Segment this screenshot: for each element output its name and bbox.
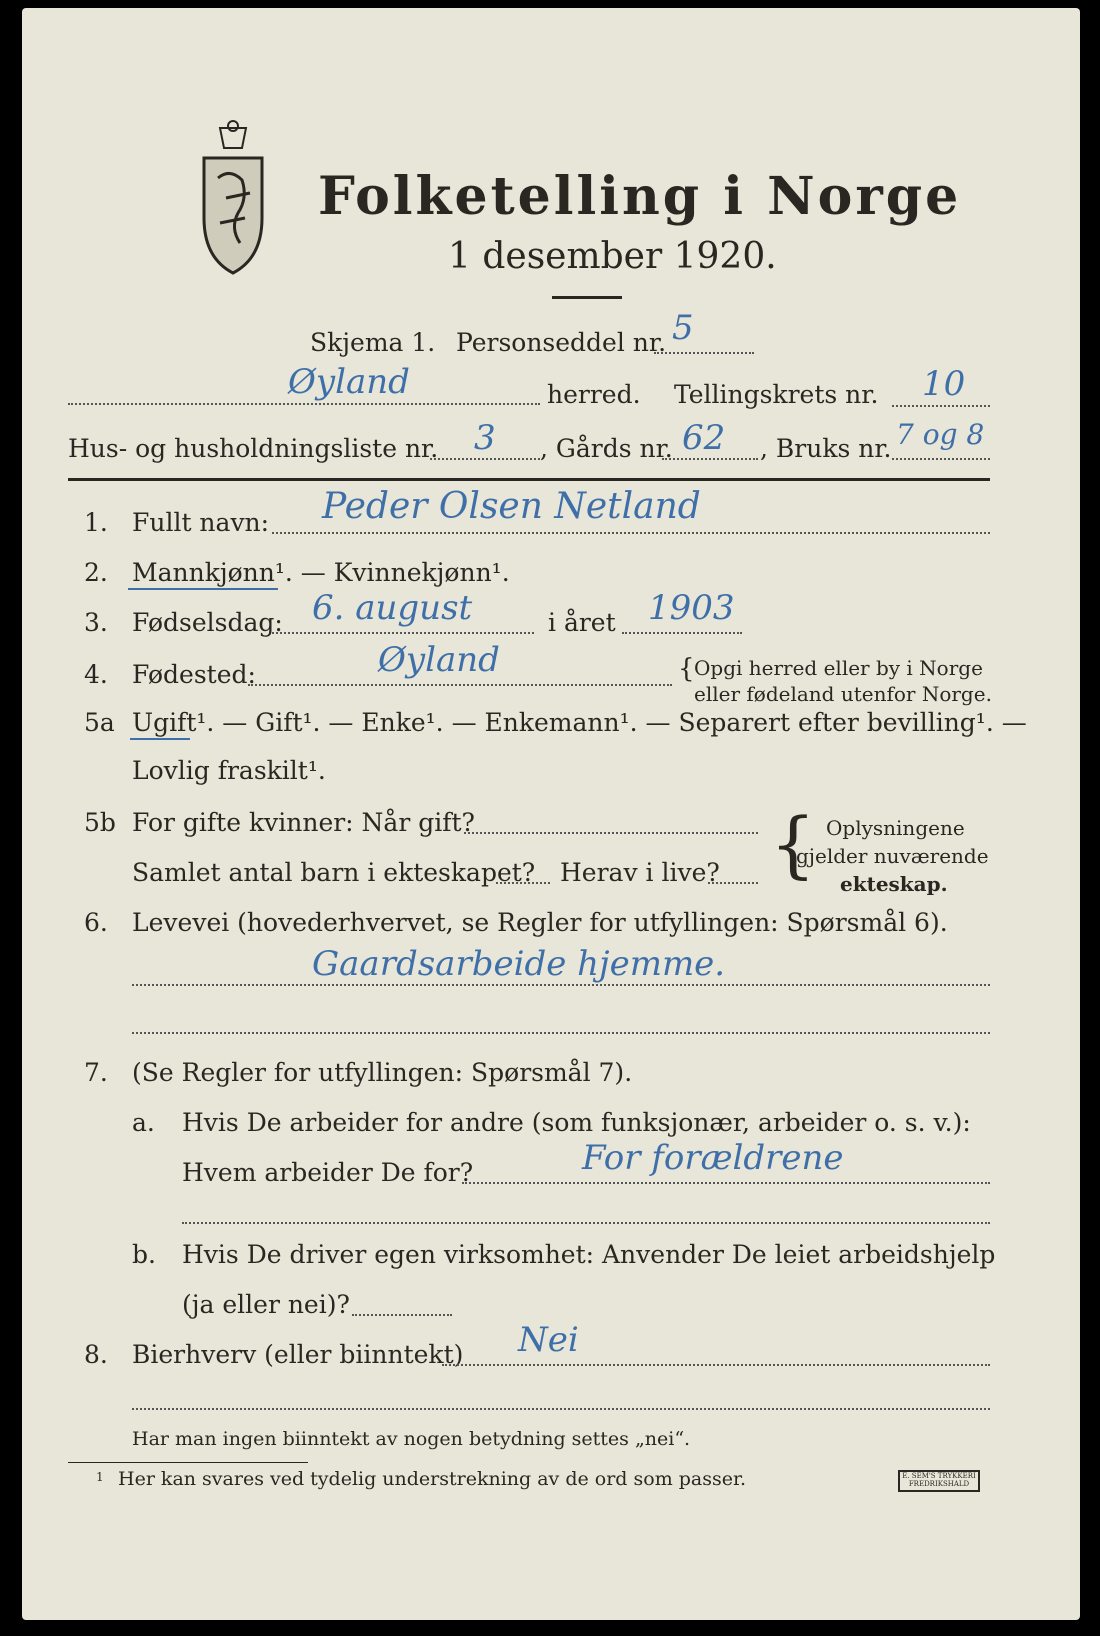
q4-note-2: eller fødeland utenfor Norge. xyxy=(694,682,992,706)
q7b-label-2: (ja eller nei)? xyxy=(182,1290,350,1319)
q4-field xyxy=(248,684,672,686)
q5b-note-3: ekteskap. xyxy=(840,872,948,896)
q5b-label-2: Samlet antal barn i ekteskapet? xyxy=(132,858,536,887)
coat-of-arms-icon xyxy=(190,118,276,278)
q4-brace: { xyxy=(678,654,695,684)
q5b-alive-field xyxy=(708,882,758,884)
footnote-rule xyxy=(68,1462,308,1463)
q8-label: Bierhverv (eller biinntekt) xyxy=(132,1340,464,1369)
header-rule xyxy=(68,478,990,481)
q6-field-1 xyxy=(132,984,990,986)
q5b-label: For gifte kvinner: Når gift? xyxy=(132,808,475,837)
q8-field-2 xyxy=(132,1408,990,1410)
form-date: 1 desember 1920. xyxy=(448,236,777,277)
form-title: Folketelling i Norge xyxy=(318,166,962,227)
q5a-underline xyxy=(130,738,190,740)
q2-underline xyxy=(128,588,278,590)
q1-value: Peder Olsen Netland xyxy=(322,486,701,527)
q7a-field-2 xyxy=(182,1222,990,1224)
q5b-note-1: Oplysningene xyxy=(826,816,965,840)
q8-number: 8. xyxy=(84,1340,108,1369)
footnote-mark: 1 xyxy=(96,1470,104,1484)
q7a-letter: a. xyxy=(132,1108,155,1137)
q3-year-field xyxy=(622,632,742,634)
bruks-field xyxy=(892,458,990,460)
q4-value: Øyland xyxy=(378,640,500,680)
herred-field xyxy=(68,403,540,405)
q2-label: Mannkjønn¹. — Kvinnekjønn¹. xyxy=(132,558,510,587)
hus-field xyxy=(430,458,540,460)
q5b-children-field xyxy=(496,882,550,884)
footer-note: Har man ingen biinntekt av nogen betydning settes „nei“. xyxy=(132,1428,691,1450)
q6-label: Levevei (hovederhvervet, se Regler for utfyllingen: Spørsmål 6). xyxy=(132,908,948,937)
q7a-field xyxy=(462,1182,990,1184)
personseddel-label: Personseddel nr. xyxy=(456,328,667,357)
tellingskrets-value: 10 xyxy=(922,364,966,404)
q8-field xyxy=(442,1364,990,1366)
q5b-married-field xyxy=(464,832,758,834)
personseddel-value: 5 xyxy=(672,308,694,348)
skjema-label: Skjema 1. xyxy=(310,328,436,357)
q4-number: 4. xyxy=(84,660,108,689)
bruks-label: , Bruks nr. xyxy=(760,434,892,463)
q1-label: Fullt navn: xyxy=(132,508,270,537)
q6-value: Gaardsarbeide hjemme. xyxy=(312,944,726,984)
q7b-field xyxy=(352,1314,452,1316)
q5b-brace: { xyxy=(770,802,816,886)
q5b-number: 5b xyxy=(84,808,116,837)
footnote-text: Her kan svares ved tydelig understrekning av de ord som passer. xyxy=(118,1468,747,1490)
q6-field-2 xyxy=(132,1032,990,1034)
hus-label: Hus- og husholdningsliste nr. xyxy=(68,434,439,463)
q5b-label-3: Herav i live? xyxy=(560,858,720,887)
q1-field xyxy=(272,532,990,534)
q7a-label-2: Hvem arbeider De for? xyxy=(182,1158,474,1187)
tellingskrets-field xyxy=(892,405,990,407)
q3-year-value: 1903 xyxy=(648,588,735,628)
stamp-line-2: FREDRIKSHALD xyxy=(908,1480,970,1488)
gards-label: , Gårds nr. xyxy=(540,434,673,463)
q3-year-label: i året xyxy=(548,608,616,637)
q5a-label: Ugift¹. — Gift¹. — Enke¹. — Enkemann¹. — Separert efter bevilling¹. — xyxy=(132,708,1027,737)
q3-label: Fødselsdag: xyxy=(132,608,283,637)
q5a-number: 5a xyxy=(84,708,115,737)
hus-value: 3 xyxy=(474,418,496,458)
herred-label: herred. xyxy=(547,380,641,409)
q8-value: Nei xyxy=(518,1320,579,1360)
q3-field xyxy=(272,632,534,634)
printer-stamp xyxy=(898,1470,980,1492)
personseddel-field xyxy=(654,352,754,354)
stamp-line-1: E. SEM'S TRYKKERI xyxy=(902,1472,976,1480)
q1-number: 1. xyxy=(84,508,108,537)
q4-label: Fødested: xyxy=(132,660,256,689)
q6-number: 6. xyxy=(84,908,108,937)
census-form xyxy=(22,8,1080,1620)
tellingskrets-label: Tellingskrets nr. xyxy=(674,380,879,409)
q5a-label-2: Lovlig fraskilt¹. xyxy=(132,756,326,785)
q4-note-1: Opgi herred eller by i Norge xyxy=(694,656,983,680)
q7-label: (Se Regler for utfyllingen: Spørsmål 7). xyxy=(132,1058,633,1087)
gards-field xyxy=(662,458,758,460)
q7a-value: For forældrene xyxy=(582,1138,844,1178)
q3-number: 3. xyxy=(84,608,108,637)
q7b-letter: b. xyxy=(132,1240,156,1269)
q2-number: 2. xyxy=(84,558,108,587)
q3-value: 6. august xyxy=(312,588,473,628)
bruks-value: 7 og 8 xyxy=(896,418,985,451)
title-divider xyxy=(552,296,622,299)
herred-value: Øyland xyxy=(288,362,410,402)
q7-number: 7. xyxy=(84,1058,108,1087)
q5b-note-2: gjelder nuværende xyxy=(796,844,989,868)
q7b-label: Hvis De driver egen virksomhet: Anvender De leiet arbeidshjelp xyxy=(182,1240,996,1269)
q7a-label: Hvis De arbeider for andre (som funksjonær, arbeider o. s. v.): xyxy=(182,1108,971,1137)
gards-value: 62 xyxy=(682,418,726,458)
